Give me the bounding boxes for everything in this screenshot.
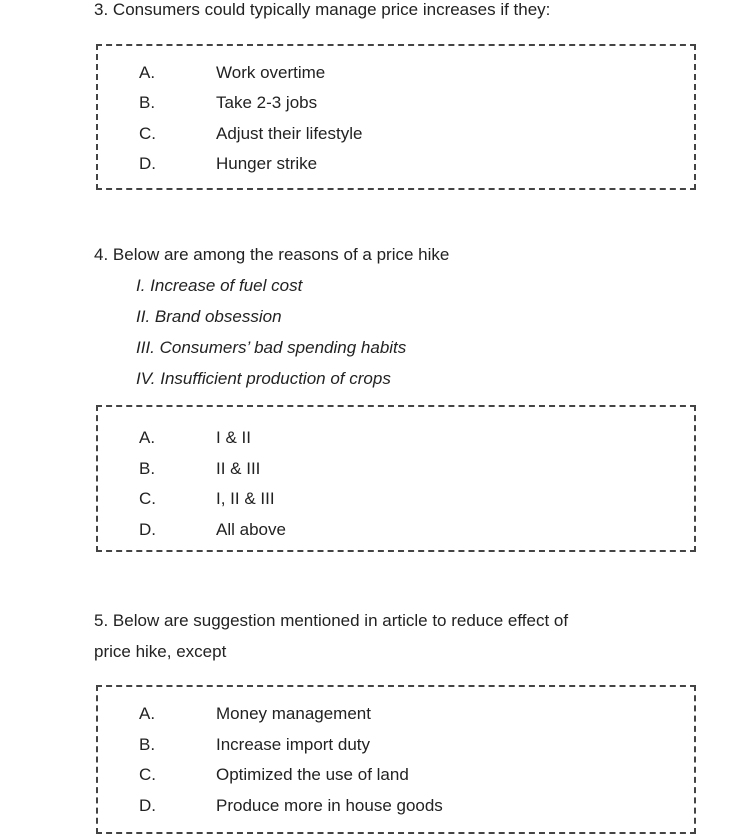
option-letter: B. <box>139 735 156 754</box>
options-box-q4 <box>96 405 696 552</box>
option-b[interactable] <box>98 87 694 118</box>
question-number: 3. <box>94 0 109 19</box>
question-number: 4. <box>94 245 109 264</box>
option-letter: B. <box>139 459 156 478</box>
option-text: Work overtime <box>216 63 326 82</box>
option-d[interactable] <box>98 514 694 545</box>
option-d[interactable] <box>98 148 694 179</box>
option-letter: C. <box>139 765 156 784</box>
option-letter: D. <box>139 796 156 815</box>
question-stem <box>94 605 654 636</box>
option-text: Take 2-3 jobs <box>216 93 318 112</box>
option-letter: A. <box>139 428 156 447</box>
question-text: Consumers could typically manage price increases if they: <box>112 0 551 19</box>
option-letter: D. <box>139 154 156 173</box>
option-text: I, II & III <box>216 489 275 508</box>
option-letter: D. <box>139 520 156 539</box>
option-text: II & III <box>216 459 261 478</box>
question-5 <box>94 605 654 667</box>
option-letter: A. <box>139 63 156 82</box>
option-d[interactable] <box>98 790 694 821</box>
option-b[interactable] <box>98 729 694 760</box>
option-c[interactable] <box>98 118 694 149</box>
option-text: I & II <box>216 428 251 447</box>
option-a[interactable] <box>98 57 694 88</box>
option-text: Produce more in house goods <box>216 796 443 815</box>
option-a[interactable] <box>98 422 694 453</box>
question-text: Below are among the reasons of a price hike <box>112 245 450 264</box>
question-3 <box>94 0 654 25</box>
statement-list <box>136 270 654 394</box>
statement-ii: II. Brand obsession <box>136 307 282 326</box>
question-stem <box>94 0 654 25</box>
options-box-q3 <box>96 44 696 190</box>
option-text: Hunger strike <box>216 154 318 173</box>
option-letter: B. <box>139 93 156 112</box>
options-box-q5 <box>96 685 696 834</box>
option-letter: C. <box>139 489 156 508</box>
option-c[interactable] <box>98 759 694 790</box>
statement-iv: IV. Insufficient production of crops <box>136 369 391 388</box>
option-text: Increase import duty <box>216 735 371 754</box>
option-letter: A. <box>139 704 156 723</box>
statement-i: I. Increase of fuel cost <box>136 276 303 295</box>
option-text: Adjust their lifestyle <box>216 124 363 143</box>
option-b[interactable] <box>98 453 694 484</box>
option-a[interactable] <box>98 698 694 729</box>
question-stem-continued: price hike, except <box>94 642 227 661</box>
question-number: 5. <box>94 611 109 630</box>
option-c[interactable] <box>98 483 694 514</box>
option-letter: C. <box>139 124 156 143</box>
option-text: Money management <box>216 704 371 723</box>
option-text: All above <box>216 520 286 539</box>
question-stem <box>94 239 654 270</box>
option-text: Optimized the use of land <box>216 765 409 784</box>
statement-iii: III. Consumers’ bad spending habits <box>136 338 407 357</box>
question-4 <box>94 239 654 394</box>
question-text: Below are suggestion mentioned in article to reduce effect of <box>112 611 569 630</box>
